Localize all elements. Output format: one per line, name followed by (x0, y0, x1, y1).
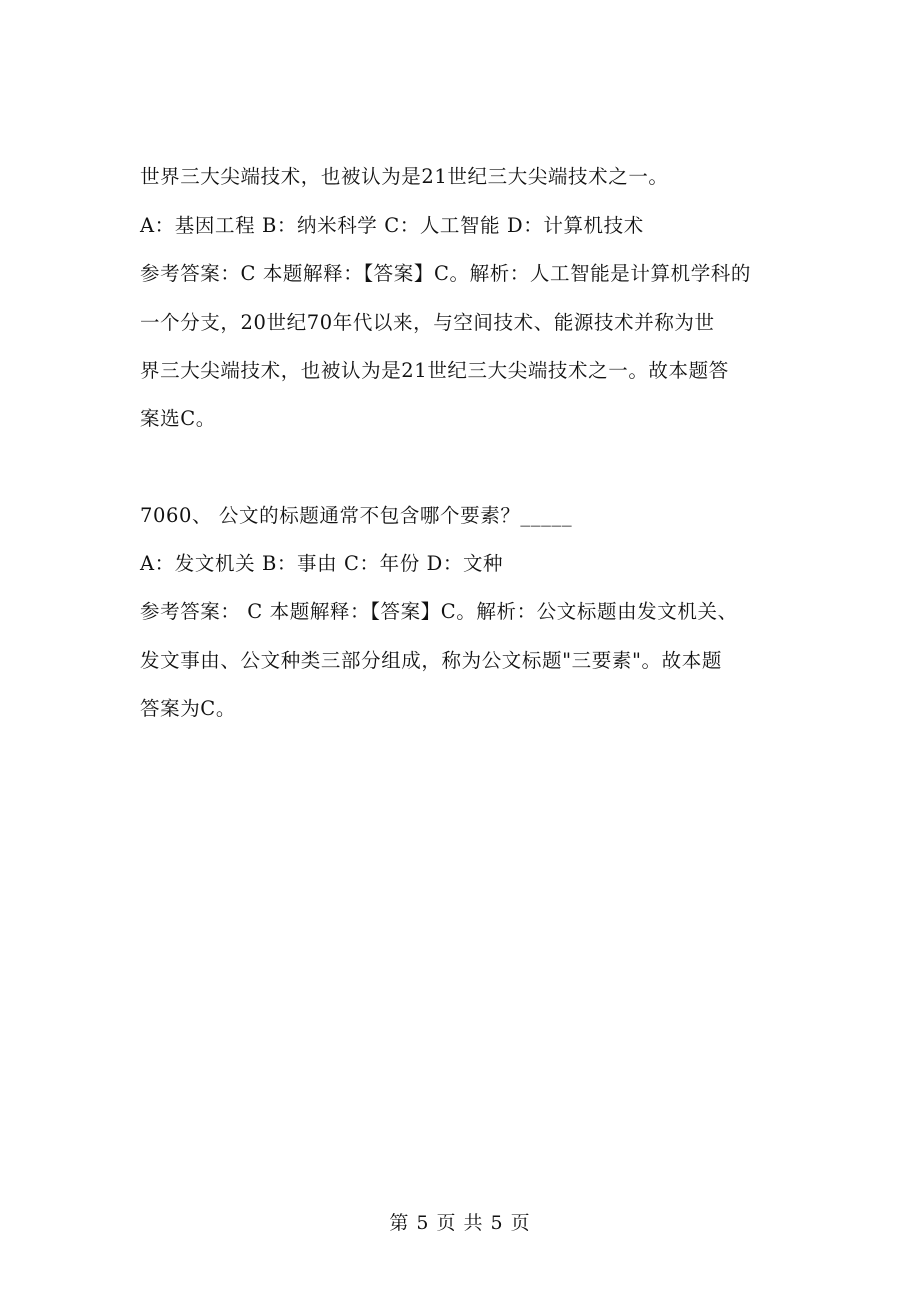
answer-explanation-line: 界三大尖端技术，也被认为是21世纪三大尖端技术之一。故本题答 (140, 359, 729, 382)
answer-explanation-line: 答案为C。 (140, 697, 236, 720)
answer-explanation-line: 发文事由、公文种类三部分组成，称为公文标题"三要素"。故本题 (140, 649, 722, 672)
page-number-footer: 第 5 页 共 5 页 (389, 1212, 531, 1234)
answer-explanation-line: 参考答案：C 本题解释：【答案】C。解析：人工智能是计算机学科的 (140, 262, 751, 285)
answer-explanation-line: 案选C。 (140, 407, 216, 430)
answer-explanation-line: 一个分支，20世纪70年代以来，与空间技术、能源技术并称为世 (140, 311, 715, 334)
question-options: A：基因工程 B：纳米科学 C：人工智能 D：计算机技术 (140, 214, 644, 237)
question-options: A：发文机关 B：事由 C：年份 D：文种 (140, 552, 504, 575)
question-stem: 7060、 公文的标题通常不包含哪个要素？_____ (140, 504, 573, 527)
question-continuation: 世界三大尖端技术，也被认为是21世纪三大尖端技术之一。 (140, 165, 669, 188)
answer-explanation-line: 参考答案： C 本题解释：【答案】C。解析：公文标题由发文机关、 (140, 600, 738, 623)
